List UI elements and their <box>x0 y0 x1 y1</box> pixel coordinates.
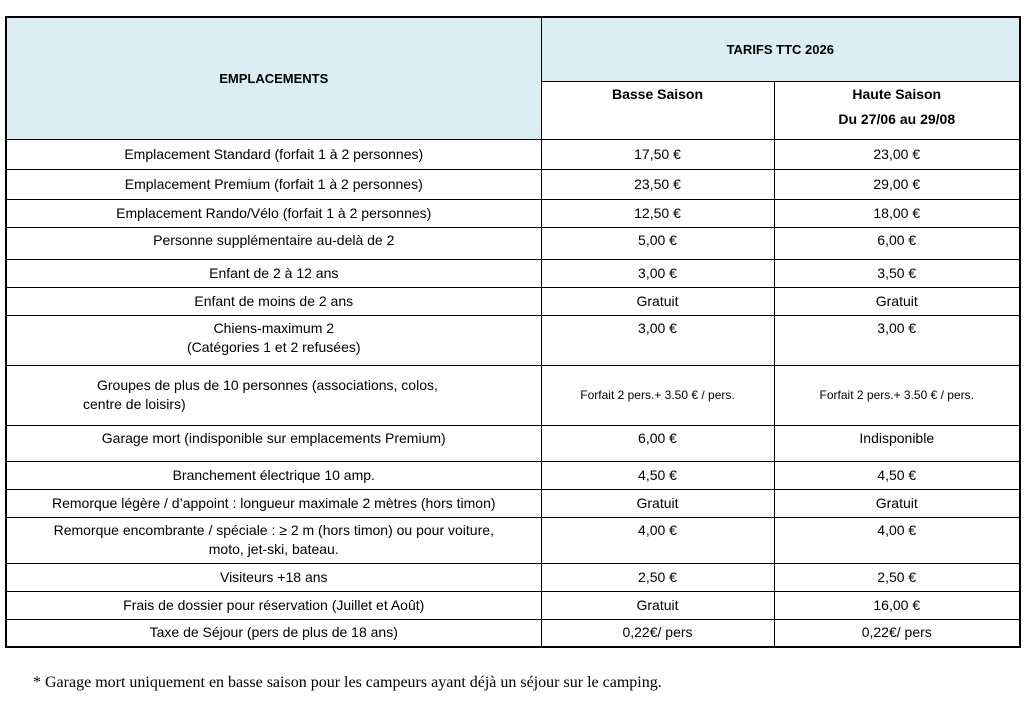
header-basse-saison <box>541 81 774 139</box>
row-haute-price: 3,50 € <box>774 259 1020 287</box>
row-haute-price: 16,00 € <box>774 591 1020 619</box>
row-basse-price: Gratuit <box>541 287 774 315</box>
row-haute-price: Forfait 2 pers.+ 3.50 € / pers. <box>774 365 1020 425</box>
row-haute-price: 4,50 € <box>774 461 1020 489</box>
table-row <box>6 139 1020 169</box>
row-label: Garage mort (indisponible sur emplacements Premium) <box>6 425 541 461</box>
row-basse-price: Forfait 2 pers.+ 3.50 € / pers. <box>541 365 774 425</box>
table-row <box>6 619 1020 647</box>
table-row <box>6 365 1020 425</box>
header-tarifs: TARIFS TTC 2026 <box>541 17 1020 81</box>
row-haute-price: 23,00 € <box>774 139 1020 169</box>
row-basse-price: 2,50 € <box>541 563 774 591</box>
row-label-line1: Remorque encombrante / spéciale : ≥ 2 m (hors timon) ou pour voiture, <box>53 521 494 538</box>
row-label: Visiteurs +18 ans <box>6 563 541 591</box>
row-basse-price: 0,22€/ pers <box>541 619 774 647</box>
row-basse-price: Gratuit <box>541 489 774 517</box>
row-label-line1: Groupes de plus de 10 personnes (associations, colos, <box>97 377 438 393</box>
row-label: Personne supplémentaire au-delà de 2 <box>6 227 541 259</box>
row-label: Emplacement Premium (forfait 1 à 2 personnes) <box>6 169 541 199</box>
row-label: Remorque légère / d’appoint : longueur maximale 2 mètres (hors timon) <box>6 489 541 517</box>
table-row <box>6 517 1020 563</box>
table-row <box>6 169 1020 199</box>
row-basse-price: 6,00 € <box>541 425 774 461</box>
row-basse-price: 4,50 € <box>541 461 774 489</box>
row-label: Taxe de Séjour (pers de plus de 18 ans) <box>6 619 541 647</box>
header-row-1 <box>6 17 1020 81</box>
header-emplacements: EMPLACEMENTS <box>6 17 541 139</box>
table-row <box>6 591 1020 619</box>
header-haute-saison <box>774 81 1020 139</box>
table-row <box>6 199 1020 227</box>
row-label: Enfant de 2 à 12 ans <box>6 259 541 287</box>
row-haute-price: 3,00 € <box>774 315 1020 365</box>
row-basse-price: Gratuit <box>541 591 774 619</box>
row-basse-price: 3,00 € <box>541 315 774 365</box>
row-label-line2: (Catégories 1 et 2 refusées) <box>186 338 361 355</box>
row-label: Emplacement Standard (forfait 1 à 2 personnes) <box>6 139 541 169</box>
table-row <box>6 425 1020 461</box>
row-haute-price: Gratuit <box>774 489 1020 517</box>
row-haute-price: 29,00 € <box>774 169 1020 199</box>
row-haute-price: 18,00 € <box>774 199 1020 227</box>
row-label <box>6 315 541 365</box>
row-label <box>6 365 541 425</box>
row-haute-price: Gratuit <box>774 287 1020 315</box>
row-basse-price: 17,50 € <box>541 139 774 169</box>
table-row <box>6 315 1020 365</box>
row-label: Frais de dossier pour réservation (Juillet et Août) <box>6 591 541 619</box>
row-haute-price: 2,50 € <box>774 563 1020 591</box>
row-label-line2: centre de loisirs) <box>83 396 186 412</box>
row-basse-price: 4,00 € <box>541 517 774 563</box>
table-row <box>6 287 1020 315</box>
row-haute-price: Indisponible <box>774 425 1020 461</box>
row-basse-price: 12,50 € <box>541 199 774 227</box>
row-label: Enfant de moins de 2 ans <box>6 287 541 315</box>
row-haute-price: 0,22€/ pers <box>774 619 1020 647</box>
table-row <box>6 227 1020 259</box>
row-haute-price: 6,00 € <box>774 227 1020 259</box>
table-row <box>6 461 1020 489</box>
footnote: * Garage mort uniquement en basse saison pour les campeurs ayant déjà un séjour sur le camping. <box>33 674 662 691</box>
header-basse-label: Basse Saison <box>611 85 704 102</box>
tariff-table-wrapper <box>5 16 1019 648</box>
table-row <box>6 259 1020 287</box>
row-label-line1: Chiens-maximum 2 <box>213 319 335 336</box>
header-haute-dates: Du 27/06 au 29/08 <box>838 110 956 127</box>
table-row <box>6 489 1020 517</box>
row-label: Emplacement Rando/Vélo (forfait 1 à 2 personnes) <box>6 199 541 227</box>
row-basse-price: 5,00 € <box>541 227 774 259</box>
row-label <box>6 517 541 563</box>
row-basse-price: 3,00 € <box>541 259 774 287</box>
tariff-table <box>5 16 1021 648</box>
row-label-line2: moto, jet-ski, bateau. <box>208 540 339 557</box>
row-label: Branchement électrique 10 amp. <box>6 461 541 489</box>
table-row <box>6 563 1020 591</box>
row-haute-price: 4,00 € <box>774 517 1020 563</box>
row-basse-price: 23,50 € <box>541 169 774 199</box>
header-haute-label: Haute Saison <box>852 85 942 102</box>
